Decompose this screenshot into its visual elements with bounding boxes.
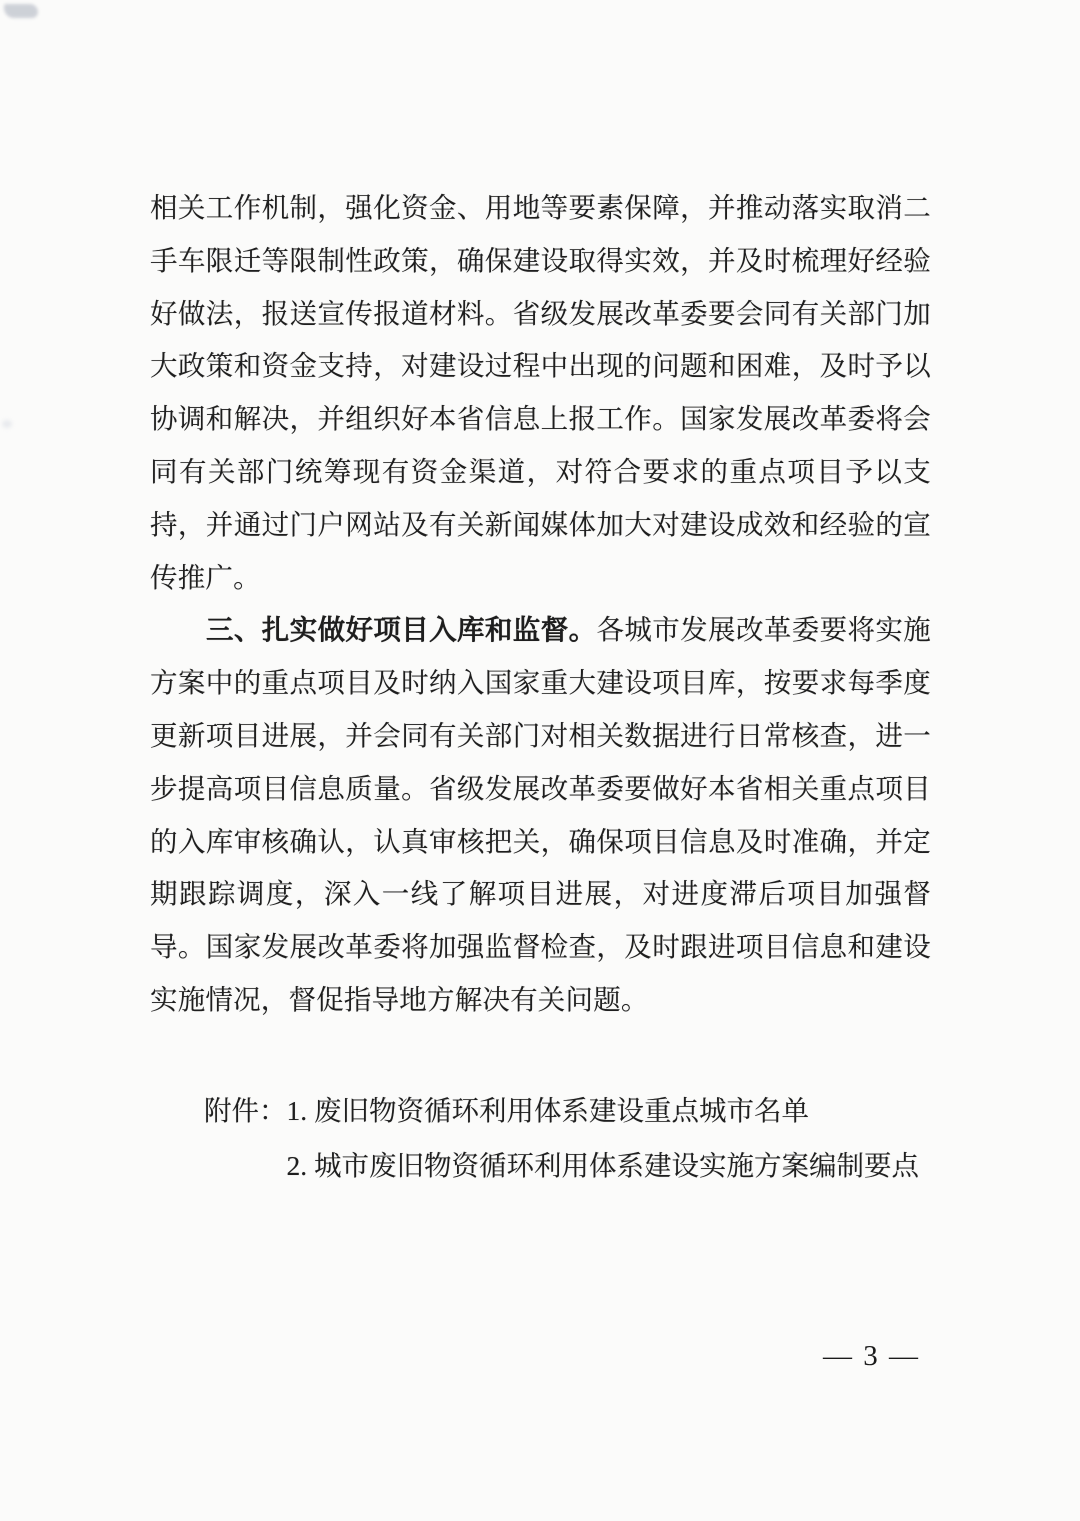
- text-line: 更新项目进展，并会同有关部门对相关数据进行日常核查，进一: [150, 719, 931, 751]
- text-line: 的入库审核确认，认真审核把关，确保项目信息及时准确，并定: [150, 825, 931, 857]
- page-footer: [823, 1340, 920, 1373]
- scan-smudge-artifact: [2, 420, 12, 428]
- text-line: 相关工作机制，强化资金、用地等要素保障，并推动落实取消二: [150, 192, 931, 223]
- page-number: — 3 —: [823, 1340, 920, 1372]
- text-line: 手车限迁等限制性政策，确保建设取得实效，并及时梳理好经验: [150, 244, 931, 276]
- attachment-item: 2. 城市废旧物资循环利用体系建设实施方案编制要点: [286, 1150, 919, 1181]
- attachment-label: 附件：: [204, 1095, 287, 1126]
- text-line: 协调和解决，并组织好本省信息上报工作。国家发展改革委将会: [150, 403, 931, 435]
- text-line: 期跟踪调度，深入一线了解项目进展，对进度滞后项目加强督: [150, 878, 931, 910]
- scan-smudge-artifact: [4, 4, 38, 18]
- attachment-section: [204, 1083, 919, 1193]
- text-line: 大政策和资金支持，对建设过程中出现的问题和困难，及时予以: [150, 350, 931, 382]
- text-line: 导。国家发展改革委将加强监督检查，及时跟进项目信息和建设: [150, 931, 931, 963]
- text-line: 同有关部门统筹现有资金渠道，对符合要求的重点项目予以支: [150, 455, 931, 487]
- text-line: 方案中的重点项目及时纳入国家重大建设项目库，按要求每季度: [150, 667, 931, 699]
- document-body: [150, 182, 931, 1027]
- text-line: 好做法，报送宣传报道材料。省级发展改革委要会同有关部门加: [150, 297, 931, 329]
- text-line: 步提高项目信息质量。省级发展改革委要做好本省相关重点项目: [150, 772, 931, 804]
- attachment-item: 1. 废旧物资循环利用体系建设重点城市名单: [286, 1095, 809, 1126]
- section-heading: 三、扎实做好项目入库和监督。: [206, 614, 597, 646]
- text-line: 持，并通过门户网站及有关新闻媒体加大对建设成效和经验的宣: [150, 508, 931, 540]
- text-line: 三、扎实做好项目入库和监督。各城市发展改革委要将实施: [206, 614, 931, 646]
- text-line: 实施情况，督促指导地方解决有关问题。: [150, 983, 649, 1015]
- text-line: 传推广。: [150, 561, 261, 593]
- attachment-items: [287, 1083, 920, 1193]
